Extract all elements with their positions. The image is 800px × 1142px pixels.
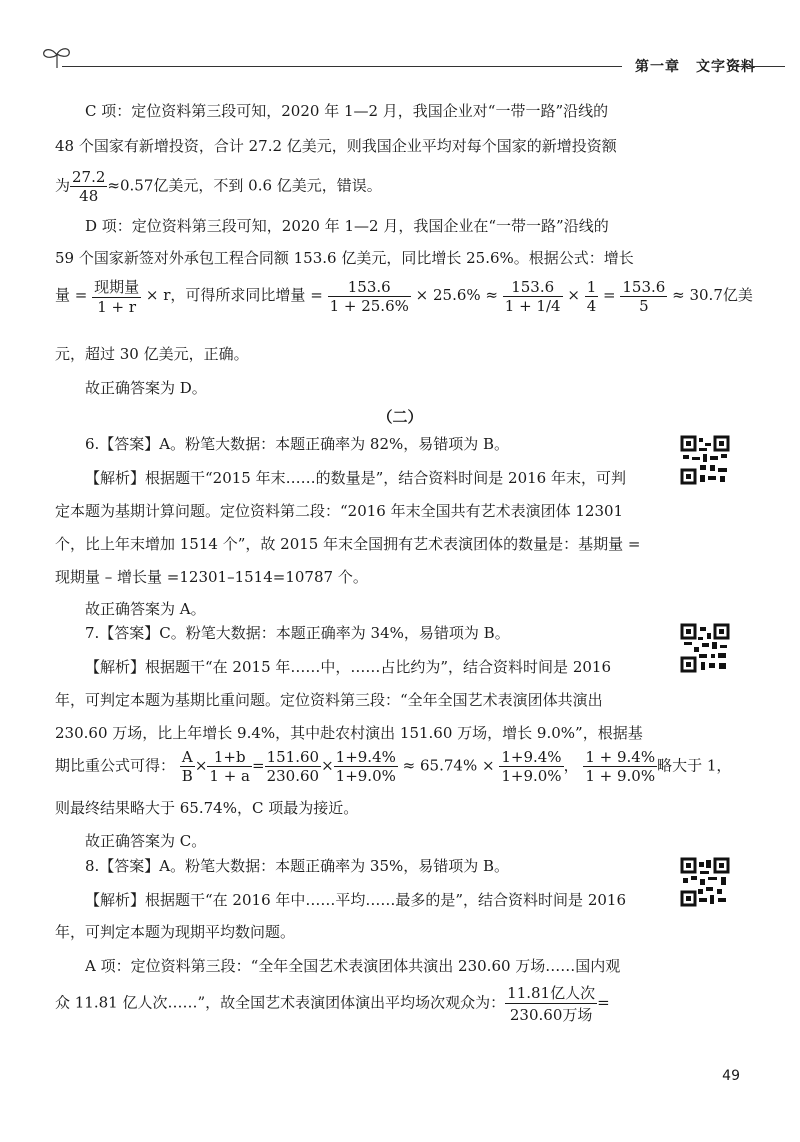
- q7-g-num: 1 + 9.4%: [585, 748, 656, 766]
- q7-formula: 期比重公式可得： $\frac{A}{B}$ × $\frac{1+b}{1 + a}$ = $\frac{151.60}{230.60}$ × $\frac{1+9.4\%}{1+9.0\%}$ ≈ 65.74% × $\frac{1+9.4\%}{1+9.0\%}$ ， $\frac{1 + 9.4\%}{1 + 9.0\%}$ 略大于 1，: [55, 748, 732, 785]
- q8-a-line2: [55, 982, 610, 1025]
- q8-a-line1: A 项：定位资料第三段：“全年全国艺术表演团体共演出 230.60 万场……国内观: [85, 957, 621, 975]
- d-item-line2: 59 个国家新签对外承包工程合同额 153.6 亿美元，同比增长 25.6%。根据公式：增长: [55, 249, 634, 267]
- q8-frac-den: 230.60万场: [509, 1006, 593, 1024]
- chapter-title: 文字资料: [696, 59, 756, 75]
- d-frac-3: [503, 278, 563, 315]
- q7-frac-d: [334, 748, 398, 785]
- q7-d-num: 1+9.4%: [335, 748, 396, 766]
- q7-frac-e: [499, 748, 563, 785]
- c-item-line1: C 项：定位资料第三段可知，2020 年 1—2 月，我国企业对“一带一路”沿线的: [85, 102, 609, 120]
- q8-frac-num: 11.81亿人次: [507, 984, 596, 1002]
- q6-analysis-4: 现期量 – 增长量 =12301–1514=10787 个。: [55, 568, 368, 586]
- page-header: [40, 40, 785, 80]
- q7-frac-ab: [180, 748, 195, 785]
- q7-e-num: 1+9.4%: [501, 748, 562, 766]
- d-f-prefix: 量 =: [55, 286, 88, 304]
- q7-b-num: 1+b: [207, 748, 252, 767]
- q7-analysis-3: 230.60 万场，比上年增长 9.4%，其中赴农村演出 151.60 万场，增长 9.0%”，根据基: [55, 724, 643, 742]
- d-f2-num: 153.6: [328, 278, 411, 297]
- qr-code-icon[interactable]: [680, 623, 730, 673]
- q7-g-den: 1 + 9.0%: [585, 767, 656, 785]
- q6-analysis-2: 定本题为基期计算问题。定位资料第二段：“2016 年末全国共有艺术表演团体 12301: [55, 502, 624, 520]
- d-f2-den: 1 + 25.6%: [329, 296, 409, 315]
- section-heading: （二）: [377, 408, 423, 426]
- d-f-mid2: × 25.6% ≈: [415, 286, 498, 304]
- d-frac-4: [585, 278, 599, 315]
- c-frac-den: 48: [79, 187, 99, 205]
- q8-a-eq: =: [597, 993, 610, 1012]
- d-answer: 故正确答案为 D。: [85, 379, 207, 397]
- d-frac-1: [92, 276, 141, 316]
- d-f1-num: 现期量: [94, 278, 140, 296]
- d-f4-num: 1: [586, 277, 597, 296]
- c-item-line3: [55, 168, 382, 205]
- q7-analysis-2: 年，可判定本题为基期比重问题。定位资料第三段：“全年全国艺术表演团体共演出: [55, 691, 603, 709]
- q7-f-suffix: 略大于 1，: [657, 756, 732, 775]
- d-item-line1: D 项：定位资料第三段可知，2020 年 1—2 月，我国企业在“一带一路”沿线的: [85, 217, 609, 235]
- d-f-mid3: ×: [567, 286, 580, 304]
- c-item-line2: 48 个国家有新增投资，合计 27.2 亿美元，则我国企业平均对每个国家的新增投资额: [55, 137, 617, 155]
- qr-code-icon[interactable]: [680, 857, 730, 907]
- sprout-icon: [40, 42, 74, 72]
- q7-approx: ≈ 65.74% ×: [402, 756, 495, 775]
- header-rule-right: [730, 66, 785, 67]
- q7-answer: 故正确答案为 C。: [85, 832, 207, 850]
- c-suffix: ≈0.57亿美元，不到 0.6 亿美元，错误。: [107, 176, 382, 195]
- d-f5-num: 153.6: [622, 277, 666, 296]
- d-f-mid: × r，可得所求同比增量 =: [145, 286, 323, 304]
- q7-frac-b: [207, 748, 252, 785]
- d-frac-5: [620, 278, 667, 315]
- d-f3-den: 1 + 1/4: [504, 296, 561, 315]
- q7-head: 7.【答案】C。粉笔大数据：本题正确率为 34%，易错项为 B。: [85, 624, 510, 642]
- q7-analysis-5: 则最终结果略大于 65.74%，C 项最为接近。: [55, 799, 359, 817]
- header-rule: [62, 66, 622, 67]
- qr-code-icon[interactable]: [680, 435, 730, 485]
- q7-a-den: B: [181, 767, 193, 785]
- q6-head: 6.【答案】A。粉笔大数据：本题正确率为 82%，易错项为 B。: [85, 435, 510, 453]
- q6-analysis-3: 个，比上年末增加 1514 个”，故 2015 年末全国拥有艺术表演团体的数量是：基期量 =: [55, 535, 641, 553]
- q7-c-num: 151.60: [266, 748, 320, 766]
- chapter-number: 第一章: [635, 59, 680, 75]
- d-f3-num: 153.6: [503, 278, 563, 297]
- d-f4-den: 4: [586, 296, 597, 315]
- q8-frac: [505, 982, 597, 1025]
- d-f5-den: 5: [639, 296, 649, 315]
- d-f-result: ≈ 30.7亿美: [672, 286, 753, 304]
- q6-analysis-1: 【解析】根据题干“2015 年末……的数量是”，结合资料时间是 2016 年末，可判: [85, 469, 626, 487]
- d-f1-den: 1 + r: [97, 298, 137, 316]
- q8-analysis-1: 【解析】根据题干“在 2016 年中……平均……最多的是”，结合资料时间是 2016: [85, 891, 626, 909]
- c-prefix: 为: [55, 176, 71, 195]
- q7-f-prefix: 期比重公式可得：: [55, 756, 176, 775]
- d-item-line-end: 元，超过 30 亿美元，正确。: [55, 345, 249, 363]
- q8-analysis-2: 年，可判定本题为现期平均数问题。: [55, 923, 296, 941]
- c-fraction: [70, 168, 107, 205]
- d-frac-2: [328, 278, 411, 315]
- q7-b-den: 1 + a: [209, 767, 250, 785]
- q6-answer: 故正确答案为 A。: [85, 600, 206, 618]
- page-number: 49: [722, 1068, 740, 1084]
- q7-frac-c: [265, 748, 322, 785]
- q7-d-den: 1+9.0%: [335, 767, 396, 785]
- q7-e-den: 1+9.0%: [501, 767, 562, 785]
- c-frac-num: 27.2: [72, 168, 106, 186]
- q7-analysis-1: 【解析】根据题干“在 2015 年……中，……占比约为”，结合资料时间是 2016: [85, 658, 611, 676]
- q8-a-prefix: 众 11.81 亿人次……”，故全国艺术表演团体演出平均场次观众为：: [55, 993, 506, 1012]
- q7-a-num: A: [180, 748, 195, 767]
- d-item-formula: [55, 276, 753, 316]
- q8-head: 8.【答案】A。粉笔大数据：本题正确率为 35%，易错项为 B。: [85, 857, 510, 875]
- d-f-eq: =: [603, 286, 616, 304]
- q7-c-den: 230.60: [266, 767, 320, 785]
- q7-frac-g: [583, 748, 657, 785]
